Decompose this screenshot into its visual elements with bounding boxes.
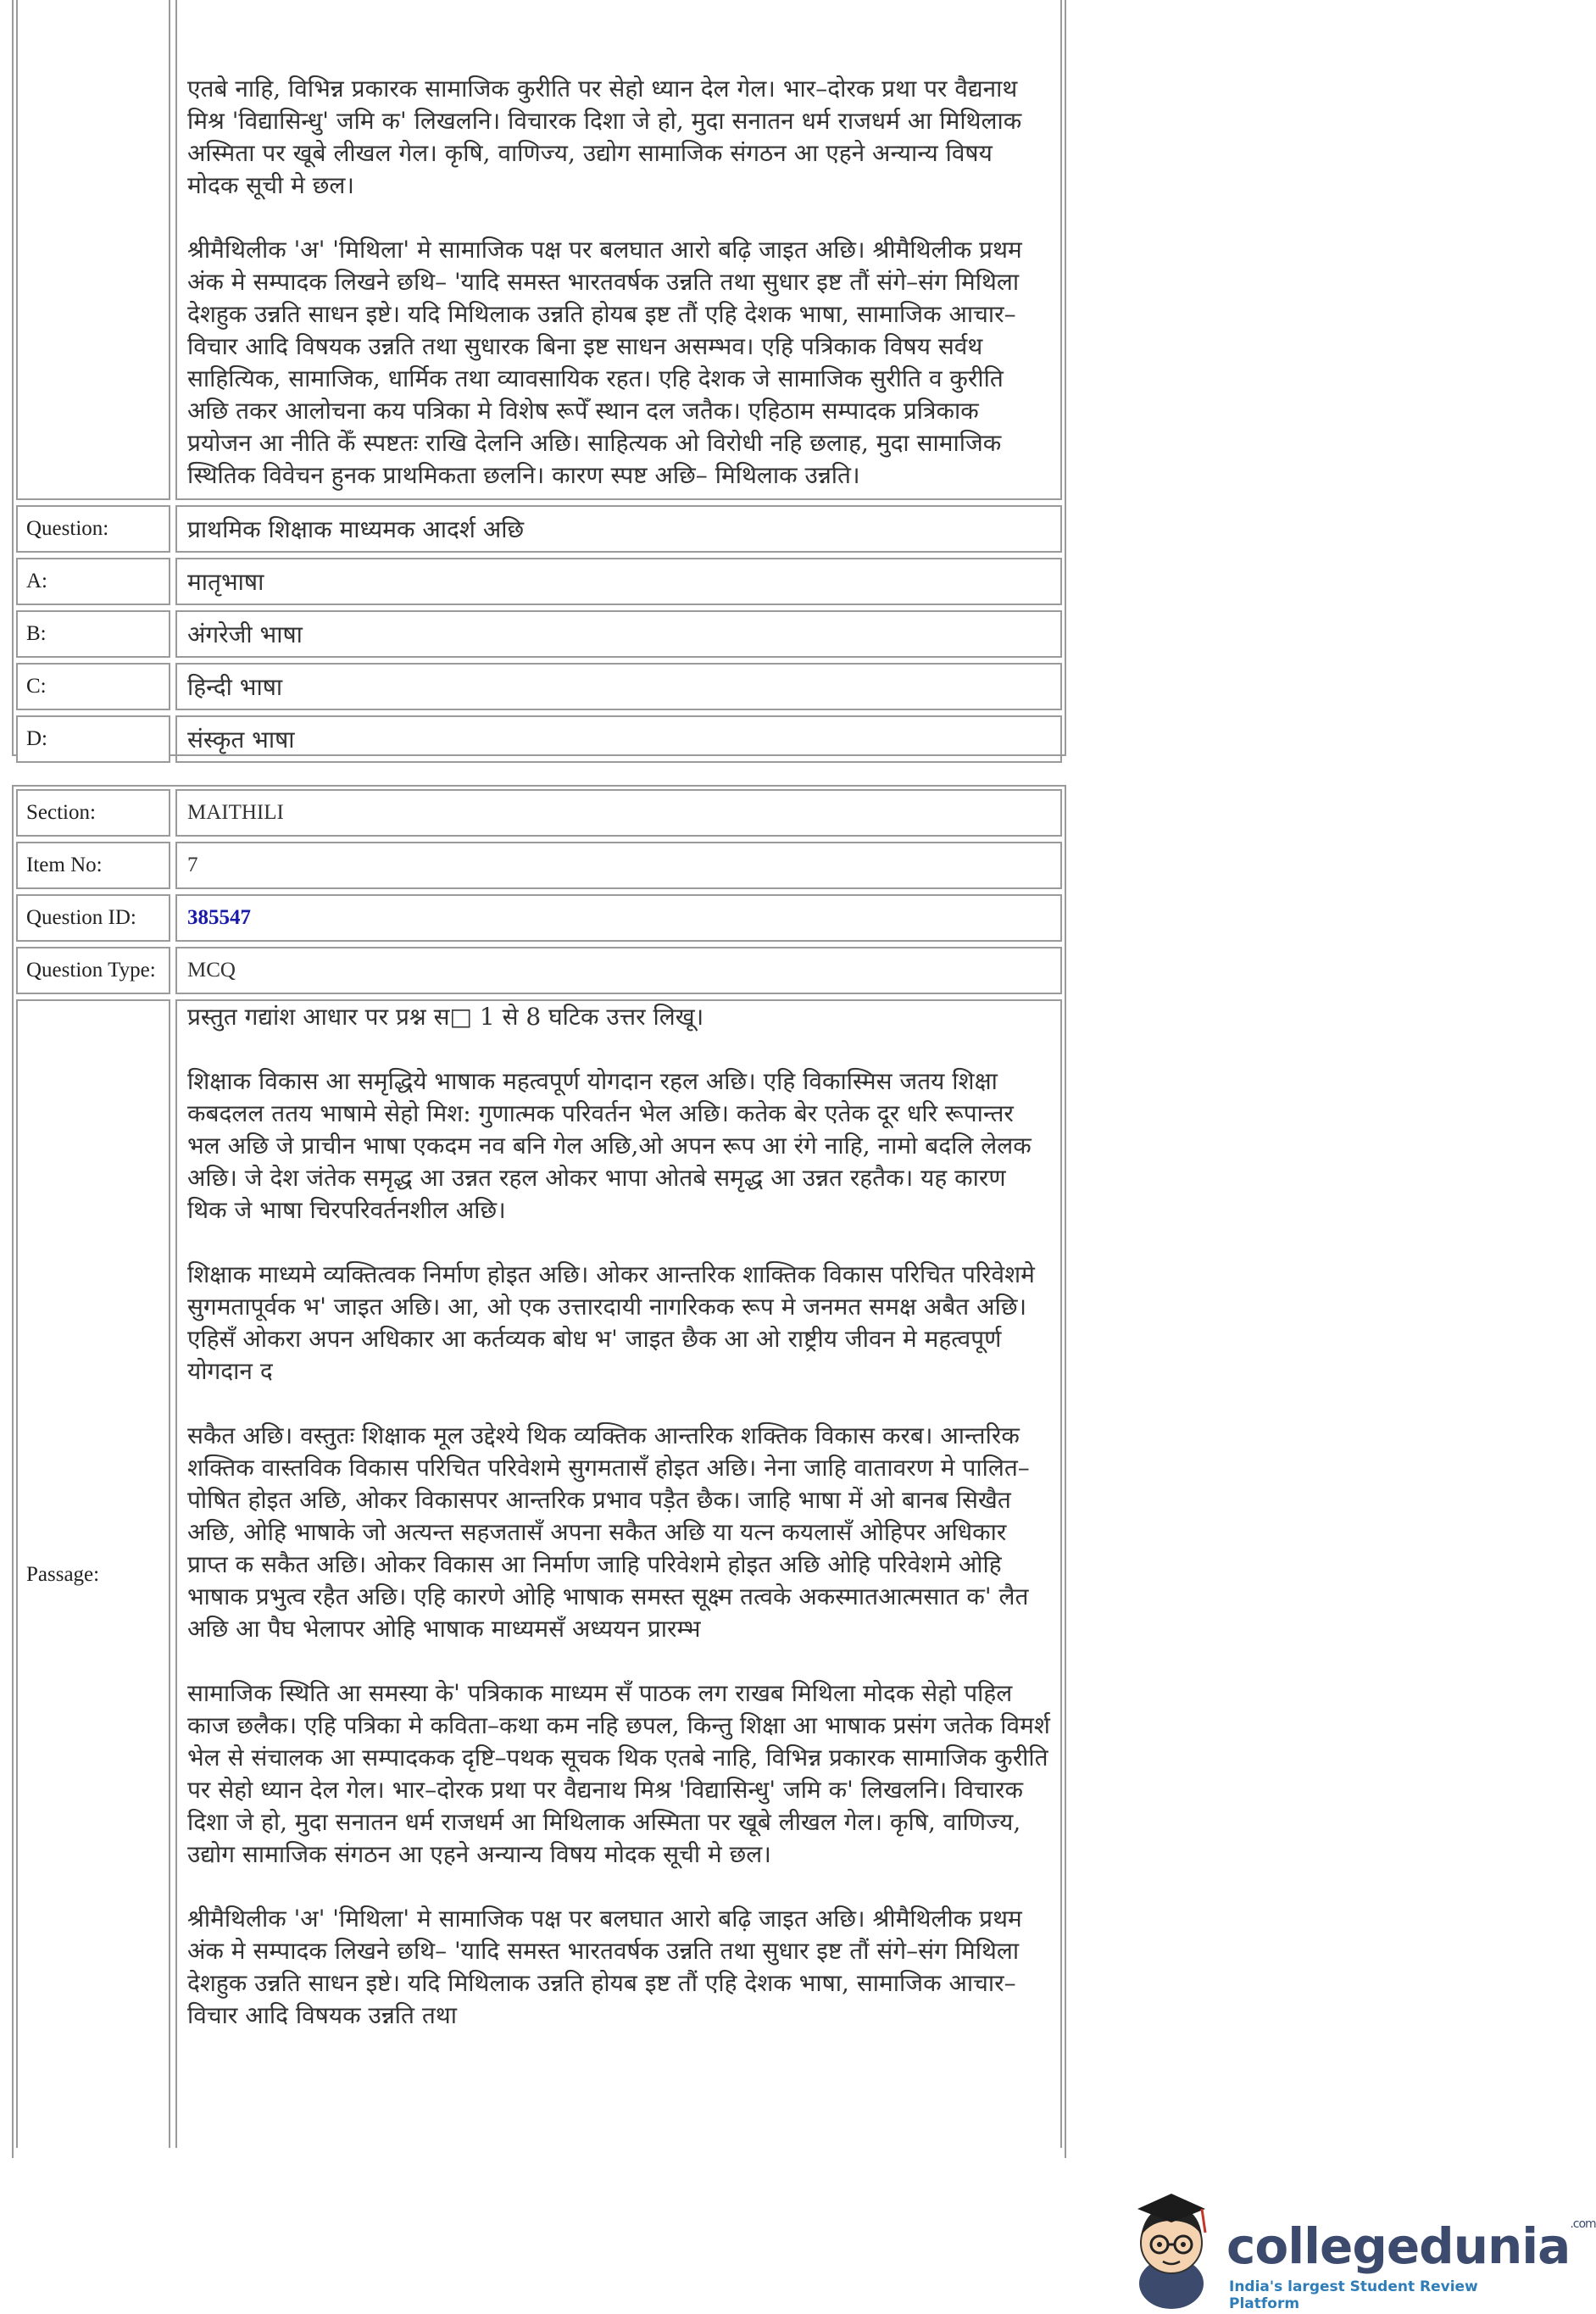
logo-suffix: .com (1570, 2217, 1596, 2231)
option-row (16, 663, 1062, 710)
item-row (16, 842, 1062, 889)
option-text: संस्कृत भाषा (175, 715, 1062, 763)
passage-instruction: प्रस्तुत गद्यांश आधार पर प्रश्न स□ 1 से 8 घटिक उत्तर लिखू। (187, 1003, 704, 1031)
passage-row (16, 999, 1062, 2148)
passage-paragraph: शिक्षाक विकास आ समृद्धिये भाषाक महत्वपूर्ण योगदान रहल अछि। एहि विकास्मिस जतय शिक्षा कबदलल ततय भाषामे सेहो मिश: गुणात्मक परिवर्तन भेल अछि। कतेक बेर एतेक दूर धरि रूपान्तर भल अछि जे प्राचीन भाषा एकदम नव बनि गेल अछि,ओ अपन रूप आ रंगे नाहि, नामो बदलि लेलक अछि। जे देश जंतेक समृद्ध आ उन्नत रहल ओकर भापा ओतबे समृद्ध आ उन्नत रहतैक। यह कारण थिक जे भाषा चिरपरिवर्तनशील अछि। (187, 1067, 1032, 1224)
question-row (16, 505, 1062, 553)
option-label: D: (16, 715, 170, 763)
option-row (16, 610, 1062, 658)
passage-paragraph: सकैत अछि। वस्तुतः शिक्षाक मूल उद्देश्ये थिक व्यक्तिक आन्तरिक शक्तिक विकास करब। आन्तरिक शक्तिक वास्तविक विकास परिचित परिवेशमे सुगमतासँ होइत अछि। नेना जाहि वातावरण मे पालित–पोषित होइत अछि, ओकर विकासपर आन्तरिक प्रभाव पड़ैत छैक। जाहि भाषा में ओ बानब सिखैत अछि, ओहि भाषाके जो अत्यन्त सहजतासँ अपना सकैत अछि या यत्न कयलासँ ओहिपर अधिकार प्राप्त क सकैत अछि। ओकर विकास आ निर्माण जाहि परिवेशमे होइत अछि ओहि परिवेशमे ओहि भाषाक प्रभुत्व रहैत अछि। एहि कारणे ओहि भाषाक समस्त सूक्ष्म तत्वके अकस्मातआत्मसात क' लैत अछि आ पैघ भेलापर ओहि भाषाक माध्यमसँ अध्ययन प्रारम्भ (187, 1421, 1030, 1643)
question-id-value: 385547 (187, 906, 251, 929)
option-label: A: (16, 558, 170, 605)
option-label: B: (16, 610, 170, 658)
question-id-label: Question ID: (16, 894, 170, 942)
logo-tagline: India's largest Student Review Platform (1229, 2278, 1478, 2312)
question-table (16, 784, 1062, 2153)
question-text: प्राथमिक शिक्षाक माध्यमक आदर्श अछि (175, 505, 1062, 553)
question-type-row (16, 947, 1062, 994)
passage-text (187, 73, 1050, 492)
option-text: हिन्दी भाषा (175, 663, 1062, 710)
question-label: Question: (16, 505, 170, 553)
option-label: C: (16, 663, 170, 710)
question-type-label: Question Type: (16, 947, 170, 994)
option-text: अंगरेजी भाषा (175, 610, 1062, 658)
section-label: Section: (16, 789, 170, 837)
passage-paragraph: सामाजिक स्थिति आ समस्या के' पत्रिकाक माध्यम सँ पाठक लग राखब मिथिला मोदक सेहो पहिल काज छलैक। एहि पत्रिका मे कविता–कथा कम नहि छपल, किन्तु शिक्षा आ भाषाक प्रसंग जतेक विमर्श भेल से संचालक आ सम्पादकक दृष्टि–पथक सूचक थिक एतबे नाहि, विभिन्न प्रकारक सामाजिक कुरीति पर सेहो ध्यान देल गेल। भार–दोरक प्रथा पर वैद्यनाथ मिश्र 'विद्यासिन्धु' जमि क' लिखलनि। विचारक दिशा जे हो, मुदा सनातन धर्म राजधर्म आ मिथिलाक अस्मिता पर खूबे लीखल गेल। कृषि, वाणिज्य, उद्योग सामाजिक संगठन आ एहने अन्यान्य विषय मोदक सूची मे छल। (187, 1679, 1050, 1868)
passage-paragraph: शिक्षाक माध्यमे व्यक्तित्वक निर्माण होइत अछि। ओकर आन्तरिक शाक्तिक विकास परिचित परिवेशमे सुगमतापूर्वक भ' जाइत अछि। आ, ओ एक उत्तारदायी नागरिकक रूप मे जनमत समक्ष अबैत अछि। एहिसँ ओकरा अपन अधिकार आ कर्तव्यक बोध भ' जाइत छैक आ ओ राष्ट्रीय जीवन मे महत्वपूर्ण योगदान द (187, 1260, 1035, 1385)
collegedunia-logo (1121, 2183, 1596, 2312)
item-label: Item No: (16, 842, 170, 889)
option-row (16, 558, 1062, 605)
question-type-value: MCQ (175, 947, 1062, 994)
passage-paragraph: श्रीमैथिलीक 'अ' 'मिथिला' मे सामाजिक पक्ष पर बलघात आरो बढ़ि जाइत अछि। श्रीमैथिलीक प्रथम अंक मे सम्पादक लिखने छथि– 'यादि समस्त भारतवर्षक उन्नति तथा सुधार इष्ट तौं संगे–संग मिथिला देशहुक उन्नति साधन इष्टे। यदि मिथिलाक उन्नति होयब इष्ट तौं एहि देशक भाषा, सामाजिक आचार–विचार आदि विषयक उन्नति तथा (187, 1905, 1022, 2029)
question-block-7 (12, 785, 1066, 2158)
question-block-previous (12, 0, 1066, 756)
passage-text (187, 1001, 1050, 2148)
question-id-row (16, 894, 1062, 942)
question-table-previous (16, 0, 1062, 768)
passage-paragraph: एतबे नाहि, विभिन्न प्रकारक सामाजिक कुरीति पर सेहो ध्यान देल गेल। भार–दोरक प्रथा पर वैद्यनाथ मिश्र 'विद्यासिन्धु' जमि क' लिखलनि। विचारक दिशा जे हो, मुदा सनातन धर्म राजधर्म आ मिथिलाक अस्मिता पर खूबे लीखल गेल। कृषि, वाणिज्य, उद्योग सामाजिक संगठन आ एहने अन्यान्य विषय मोदक सूची मे छल। (187, 75, 1022, 199)
option-text: मातृभाषा (175, 558, 1062, 605)
logo-wordmark: collegedunia (1226, 2217, 1571, 2275)
passage-row (16, 0, 1062, 500)
option-row (16, 715, 1062, 763)
item-value: 7 (175, 842, 1062, 889)
passage-label: Passage: (16, 999, 170, 2148)
student-mascot-icon (1121, 2183, 1222, 2311)
passage-paragraph: श्रीमैथिलीक 'अ' 'मिथिला' मे सामाजिक पक्ष पर बलघात आरो बढ़ि जाइत अछि। श्रीमैथिलीक प्रथम अंक मे सम्पादक लिखने छथि– 'यादि समस्त भारतवर्षक उन्नति तथा सुधार इष्ट तौं संगे–संग मिथिला देशहुक उन्नति साधन इष्टे। यदि मिथिलाक उन्नति होयब इष्ट तौं एहि देशक भाषा, सामाजिक आचार–विचार आदि विषयक उन्नति तथा सुधारक बिना इष्ट साधन असम्भव। एहि पत्रिकाक विषय सर्वथ साहित्यिक, सामाजिक, धार्मिक तथा व्यावसायिक रहत। एहि देशक जे सामाजिक सुरीति व कुरीति अछि तकर आलोचना कय पत्रिका मे विशेष रूपेँ स्थान दल जतैक। एहिठाम सम्पादक प्रत्रिकाक प्रयोजन आ नीति केँ स्पष्टतः राखि देलनि अछि। साहित्यक ओ विरोधी नहि छलाह, मुदा सामाजिक स्थितिक विवेचन हुनक प्राथमिकता छलनि। कारण स्पष्ट अछि– मिथिलाक उन्नति। (187, 236, 1022, 489)
section-row (16, 789, 1062, 837)
section-value: MAITHILI (175, 789, 1062, 837)
